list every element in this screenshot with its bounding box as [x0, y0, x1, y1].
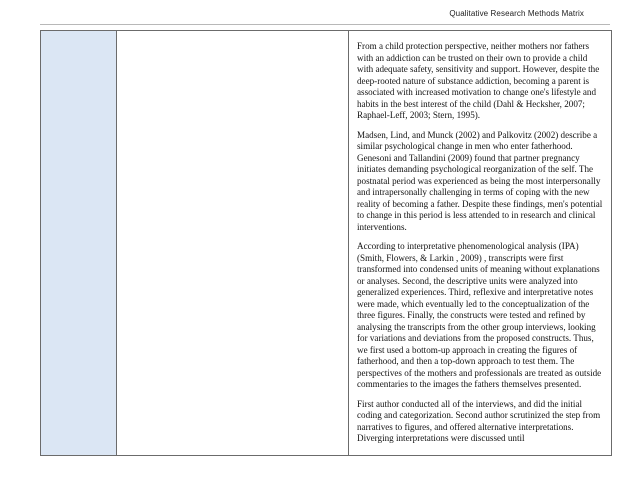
table-row	[41, 31, 612, 456]
page-header-title: Qualitative Research Methods Matrix	[449, 9, 584, 18]
paragraph-child-protection: From a child protection perspective, neither mothers nor fathers with an addiction can be trusted on their own to provide a child with adequate safety, sensitivity and support. However, despite the deep-rooted nature of substance addiction, becoming a parent is associated with increased motivation to change one's lifestyle and habits in the best interest of the child (Dahl & Hecksher, 2007; Raphael-Leff, 2003; Stern, 1995).	[357, 41, 600, 120]
category-cell	[41, 31, 117, 456]
header-divider	[40, 24, 610, 25]
method-cell	[117, 31, 349, 456]
paragraph-coding-process: First author conducted all of the interviews, and did the initial coding and categorization. Second author scrutinized the step from narratives to figures, and offered alternative interpretations. Diverging interpretations were discussed until	[357, 398, 601, 443]
description-cell	[349, 31, 612, 456]
research-matrix-table	[40, 30, 612, 456]
paragraph-ipa-method: According to interpretative phenomenological analysis (IPA) (Smith, Flowers, & Larkin , 2009) , transcripts were first transformed into condensed units of meaning without explanations or analyses. Second, the descriptive units were analyzed into generalized experiences. Third, reflexive and interpretative notes were made, which eventually led to the conceptualization of the three figures. Finally, the constructs were tested and refined by analysing the transcripts from the other group interviews, looking for variations and deviations from the proposed constructs. Thus, we first used a bottom-up approach in creating the figures of fatherhood, and then a top-down approach to test them. The perspectives of the mothers and professionals are treated as outside commentaries to the images the fathers themselves presented.	[357, 241, 602, 389]
table-bottom-border	[40, 455, 612, 456]
paragraph-fatherhood-change: Madsen, Lind, and Munck (2002) and Palkovitz (2002) describe a similar psychological change in men who enter fatherhood. Genesoni and Tallandini (2009) found that partner pregnancy initiates demanding psychological reorganization of the self. The postnatal period was experienced as being the most interpersonally and intrapersonally challenging in terms of coping with the new reality of becoming a father. Despite these findings, men's potential to change in this period is less attended to in research and clinical interventions.	[357, 129, 603, 232]
